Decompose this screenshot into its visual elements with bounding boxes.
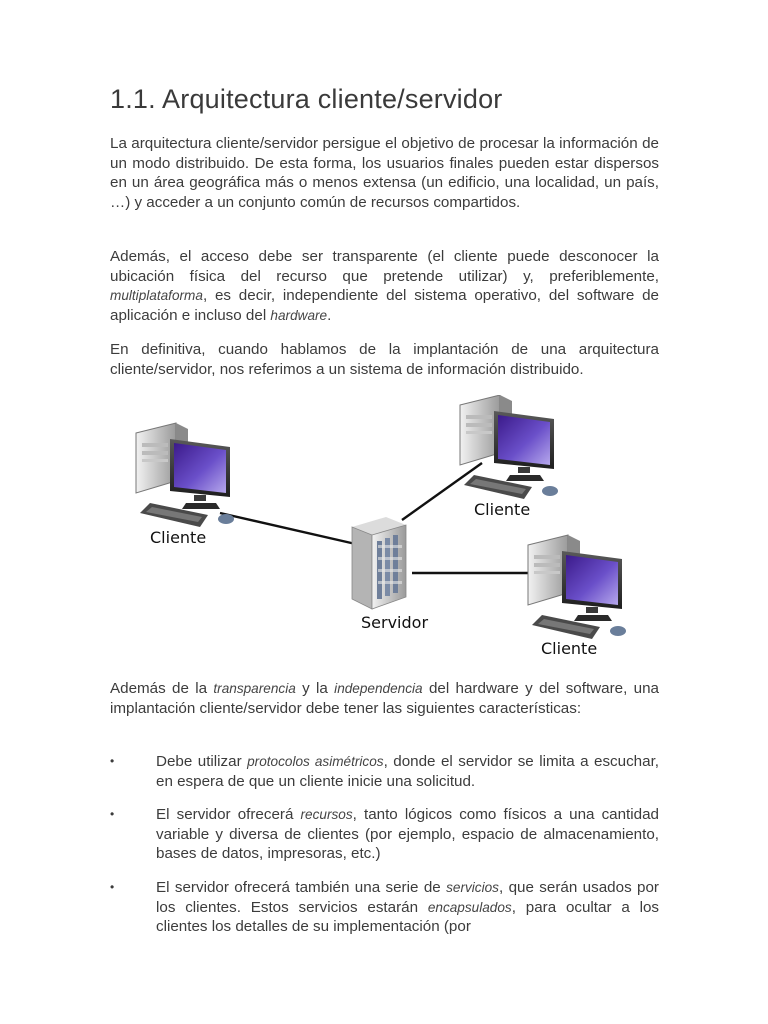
client-server-diagram	[120, 395, 650, 665]
p2-em-hardware: hardware	[270, 307, 328, 323]
client-computer-icon	[528, 535, 626, 639]
paragraph-intro: La arquitectura cliente/servidor persigue el objetivo de procesar la información de un modo distribuido. De esta forma, los usuarios finales pueden estar dispersos en un área geográfica más o menos extensa (un edificio, una localidad, un país, …) y acceder a un conjunto común de recursos compartidos.	[110, 135, 659, 211]
bullet-3-text-b: , que serán usados por los clientes. Estos servicios estarán	[156, 879, 659, 916]
label-client-bottom-right: Cliente	[541, 639, 598, 658]
bullet-item-protocols	[110, 752, 660, 791]
server-icon	[352, 517, 406, 609]
bullet-2-text-b: , tanto lógicos como físicos a una cantidad variable y diversa de clientes (por ejemplo, espacio de almacenamiento, bases de datos, impresoras, etc.)	[156, 806, 659, 863]
bullet-item-resources	[110, 805, 659, 864]
bullet-1-text-b: , donde el servidor se limita a escuchar, en espera de que un cliente inicie una solicitud.	[156, 753, 660, 790]
bullet-3-text-a: El servidor ofrecerá también una serie de	[156, 879, 447, 896]
label-client-left: Cliente	[150, 528, 207, 547]
p4-text-c: del hardware y del software, una implantación cliente/servidor debe tener las siguientes características:	[110, 680, 659, 717]
p4-text-b: y la	[295, 680, 335, 697]
label-server: Servidor	[361, 613, 429, 632]
paragraph-characteristics	[110, 679, 659, 718]
client-computer-icon	[460, 395, 558, 499]
bullet-icon: •	[110, 754, 115, 768]
paragraph-transparency	[110, 247, 659, 325]
p4-em-independencia: independencia	[334, 681, 423, 696]
paragraph-conclusion: En definitiva, cuando hablamos de la implantación de una arquitectura cliente/servidor, nos referimos a un sistema de información distribuido.	[110, 341, 659, 378]
bullet-1-em: protocolos asimétricos	[247, 754, 384, 769]
link-line-left	[220, 513, 360, 545]
bullet-2-text-a: El servidor ofrecerá	[156, 806, 301, 823]
p2-text-a: Además, el acceso debe ser transparente (el cliente puede desconocer la ubicación física del recurso que pretende utilizar) y, preferiblemente,	[110, 248, 659, 285]
bullet-item-services	[110, 878, 659, 937]
bullet-3-em: servicios	[446, 880, 499, 895]
bullet-1-text-a: Debe utilizar	[156, 753, 248, 770]
bullet-3-text-c: , para ocultar a los clientes los detalles de su implementación (por	[156, 898, 659, 936]
client-computer-icon	[136, 423, 234, 527]
bullet-2-em: recursos	[300, 807, 353, 822]
bullet-icon: •	[110, 880, 115, 894]
p2-text-b: , es decir, independiente del sistema operativo, del software de aplicación e incluso del	[110, 287, 659, 324]
p2-text-c: .	[327, 306, 332, 324]
bullet-icon: •	[110, 807, 115, 821]
p4-em-transparencia: transparencia	[213, 681, 296, 696]
section-heading: 1.1. Arquitectura cliente/servidor	[110, 84, 503, 114]
label-client-top-right: Cliente	[474, 500, 531, 519]
bullet-3-em-2: encapsulados	[427, 899, 512, 915]
p4-text-a: Además de la	[110, 680, 214, 697]
link-line-top-right	[402, 463, 482, 520]
p2-em-multiplataforma: multiplataforma	[110, 288, 203, 304]
